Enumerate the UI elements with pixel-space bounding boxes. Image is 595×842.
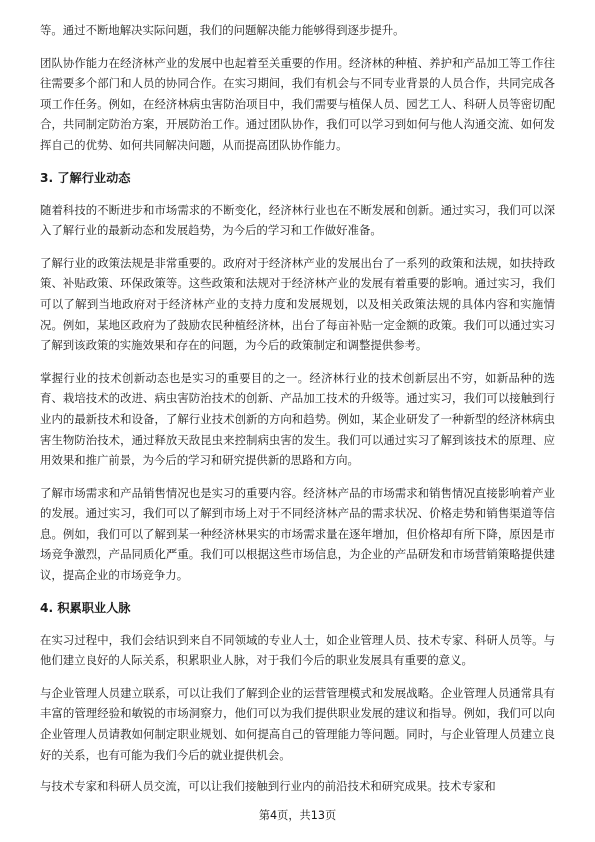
paragraph-market-demand: 了解市场需求和产品销售情况也是实习的重要内容。经济林产品的市场需求和销售情况直接影响着产业的发展。通过实习，我们可以了解到市场上对于不同经济林产品的需求状况、价格走势和销售渠道等信息。例如，我们可以了解到某一种经济林果实的市场需求量在逐年增加，但价格却有所下降，原因是市场竞争激烈，产品同质化严重。我们可以根据这些市场信息，为企业的产品研发和市场营销策略提供建议，提高企业的市场竞争力。 bbox=[40, 485, 555, 583]
paragraph-problem-solving-end: 等。通过不断地解决实际问题，我们的问题解决能力能够得到逐步提升。 bbox=[40, 23, 405, 37]
paragraph-teamwork: 团队协作能力在经济林产业的发展中也起着至关重要的作用。经济林的种植、养护和产品加工等工作往往需要多个部门和人员的协同合作。在实习期间，我们有机会与不同专业背景的人员合作，共同完成各项工作任务。例如，在经济林病虫害防治项目中，我们需要与植保人员、园艺工人、科研人员等密切配合，共同制定防治方案，开展防治工作。通过团队协作，我们可以学习到如何与他人沟通交流、如何发挥自己的优势、如何共同解决问题，从而提高团队协作能力。 bbox=[40, 55, 555, 152]
page-number-footer: 第4页，共13页 bbox=[258, 809, 337, 822]
paragraph-experts: 与技术专家和科研人员交流，可以让我们接触到行业内的前沿技术和研究成果。技术专家和 bbox=[40, 779, 496, 794]
paragraph-network-intro: 在实习过程中，我们会结识到来自不同领域的专业人士，如企业管理人员、技术专家、科研人员等。与他们建立良好的人际关系，积累职业人脉，对于我们今后的职业发展具有重要的意义。 bbox=[40, 632, 555, 668]
paragraph-policy-regulations: 了解行业的政策法规是非常重要的。政府对于经济林产业的发展出台了一系列的政策和法规，如扶持政策、补贴政策、环保政策等。这些政策和法规对于经济林产业的发展有着重要的影响。通过实习，我们可以了解到当地政府对于经济林产业的支持力度和发展规划，以及相关政策法规的具体内容和实施情况。例如，某地区政府为了鼓励农民种植经济林，出台了每亩补贴一定金额的政策。我们可以通过实习了解到该政策的实施效果和存在的问题，为今后的政策制定和调整提供参考。 bbox=[40, 255, 555, 353]
paragraph-tech-innovation: 掌握行业的技术创新动态也是实习的重要目的之一。经济林行业的技术创新层出不穷，如新品种的选育、栽培技术的改进、病虫害防治技术的创新、产品加工技术的升级等。通过实习，我们可以接触到行业内的最新技术和设备，了解行业技术创新的方向和趋势。例如，某企业研发了一种新型的经济林病虫害生物防治技术，通过释放天敌昆虫来控制病虫害的发生。我们可以通过实习了解到该技术的原理、应用效果和推广前景，为今后的学习和研究提供新的思路和方向。 bbox=[40, 370, 555, 468]
section-heading-career-network: 4. 积累职业人脉 bbox=[40, 600, 131, 615]
paragraph-industry-intro: 随着科技的不断进步和市场需求的不断变化，经济林行业也在不断发展和创新。通过实习，我们可以深入了解行业的最新动态和发展趋势，为今后的学习和工作做好准备。 bbox=[40, 202, 555, 238]
paragraph-managers: 与企业管理人员建立联系，可以让我们了解到企业的运营管理模式和发展战略。企业管理人员通常具有丰富的管理经验和敏锐的市场洞察力，他们可以为我们提供职业发展的建议和指导。例如，我们可以向企业管理人员请教如何制定职业规划、如何提高自己的管理能力等问题。同时，与企业管理人员建立良好的关系，也有可能为我们今后的就业提供机会。 bbox=[40, 685, 555, 762]
document-page bbox=[40, 20, 555, 797]
section-heading-industry-trends: 3. 了解行业动态 bbox=[40, 170, 131, 185]
